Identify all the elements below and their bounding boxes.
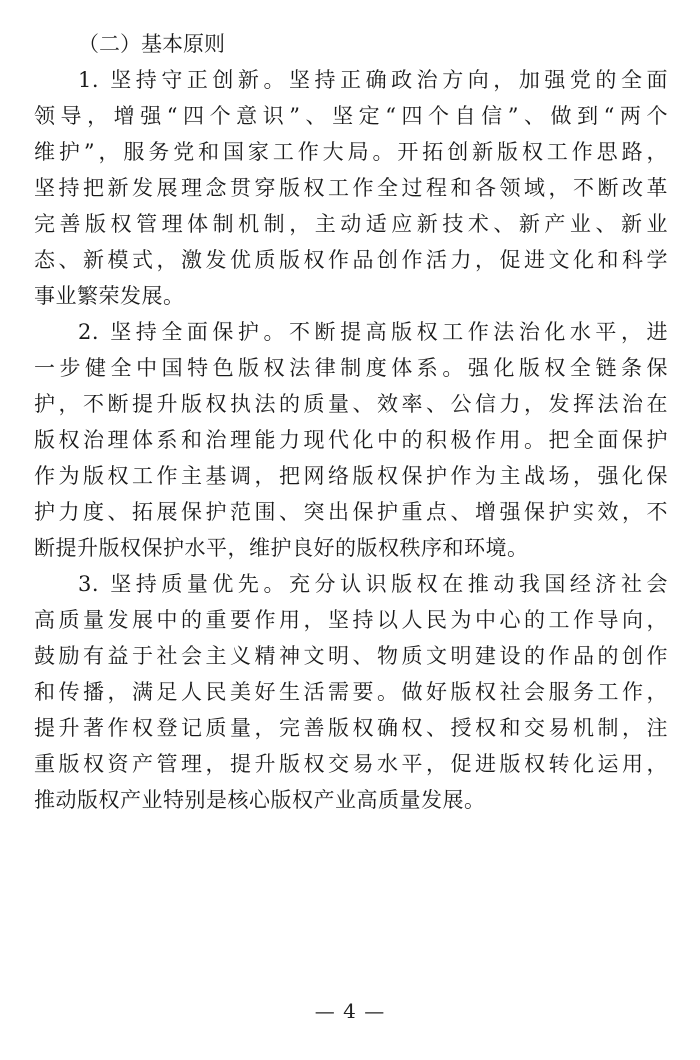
text-line: 维护”，服务党和国家工作大局。开拓创新版权工作思路， bbox=[34, 140, 668, 164]
section-heading: （二）基本原则 bbox=[78, 32, 225, 56]
paragraph-principle-1 bbox=[34, 62, 668, 314]
text-line: 护力度、拓展保护范围、突出保护重点、增强保护实效，不 bbox=[34, 500, 668, 524]
text-line: 1. 坚持守正创新。坚持正确政治方向，加强党的全面 bbox=[78, 68, 668, 92]
text-line: 完善版权管理体制机制，主动适应新技术、新产业、新业 bbox=[34, 212, 668, 236]
text-line: 重版权资产管理，提升版权交易水平，促进版权转化运用， bbox=[34, 752, 668, 776]
text-line: 作为版权工作主基调，把网络版权保护作为主战场，强化保 bbox=[34, 464, 668, 488]
text-line: 一步健全中国特色版权法律制度体系。强化版权全链条保 bbox=[34, 356, 668, 380]
text-line: 坚持把新发展理念贯穿版权工作全过程和各领域，不断改革 bbox=[34, 176, 668, 200]
text-line: 高质量发展中的重要作用，坚持以人民为中心的工作导向， bbox=[34, 608, 668, 632]
paragraph-principle-2 bbox=[34, 314, 668, 566]
text-line: 态、新模式，激发优质版权作品创作活力，促进文化和科学 bbox=[34, 248, 668, 272]
text-line: 断提升版权保护水平，维护良好的版权秩序和环境。 bbox=[34, 536, 529, 560]
text-line: 2. 坚持全面保护。不断提高版权工作法治化水平，进 bbox=[78, 320, 668, 344]
page-number: — 4 — bbox=[314, 999, 386, 1023]
text-line: 事业繁荣发展。 bbox=[34, 284, 185, 308]
text-line: 版权治理体系和治理能力现代化中的积极作用。把全面保护 bbox=[34, 428, 668, 452]
text-line: 护，不断提升版权执法的质量、效率、公信力，发挥法治在 bbox=[34, 392, 668, 416]
document-body bbox=[34, 26, 668, 818]
text-line: 领导，增强“四个意识”、坚定“四个自信”、做到“两个 bbox=[34, 104, 668, 128]
text-line: 鼓励有益于社会主义精神文明、物质文明建设的作品的创作 bbox=[34, 644, 668, 668]
paragraph-principle-3 bbox=[34, 566, 668, 818]
text-line: 3. 坚持质量优先。充分认识版权在推动我国经济社会 bbox=[78, 572, 668, 596]
text-line: 提升著作权登记质量，完善版权确权、授权和交易机制，注 bbox=[34, 716, 668, 740]
text-line: 推动版权产业特别是核心版权产业高质量发展。 bbox=[34, 788, 486, 812]
text-line: 和传播，满足人民美好生活需要。做好版权社会服务工作， bbox=[34, 680, 668, 704]
